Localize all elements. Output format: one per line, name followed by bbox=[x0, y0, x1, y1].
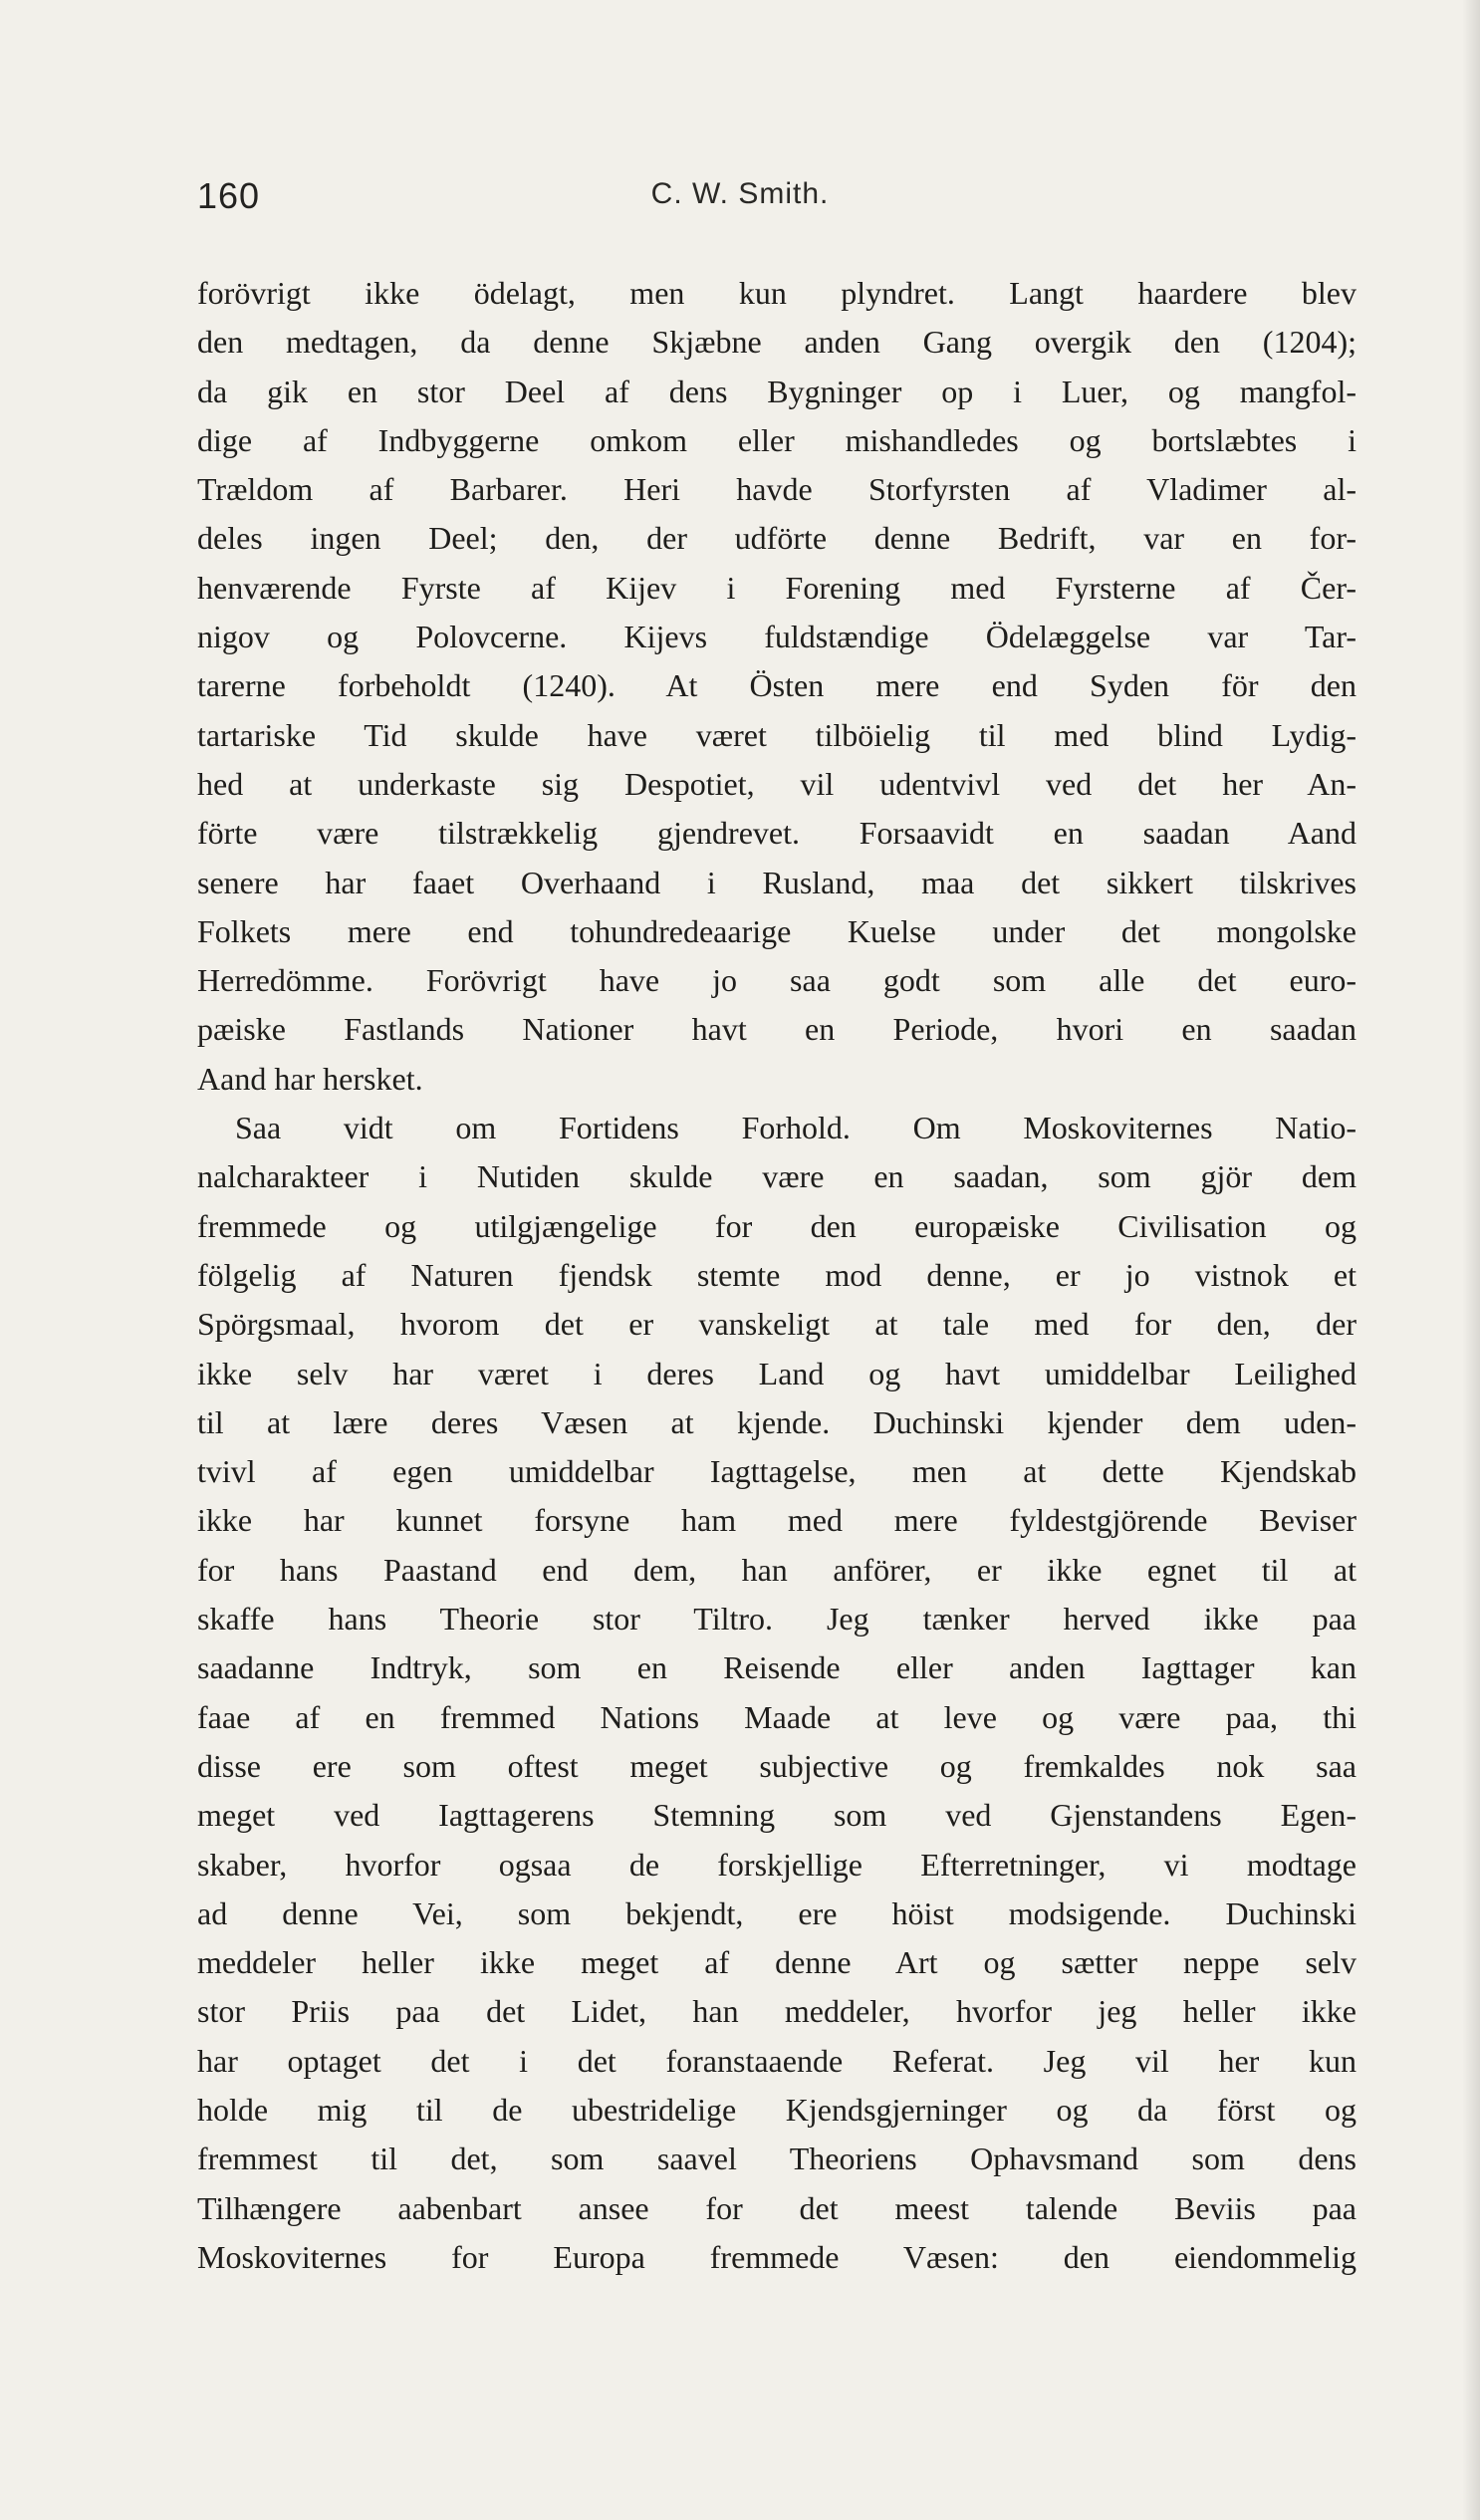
text-line: Moskoviternes for Europa fremmede Væsen: den eiendommelig bbox=[197, 2238, 1357, 2275]
text-line: ad denne Vei, som bekjendt, ere höist modsigende. Duchinski bbox=[197, 1894, 1357, 1931]
text-line: nigov og Polovcerne. Kijevs fuldstændige Ödelæggelse var Tar- bbox=[197, 619, 1357, 655]
text-line: den medtagen, da denne Skjæbne anden Gang overgik den (1204); bbox=[197, 324, 1357, 361]
text-line: Trældom af Barbarer. Heri havde Storfyrsten af Vladimer al- bbox=[197, 471, 1357, 508]
text-line: senere har faaet Overhaand i Rusland, maa det sikkert tilskrives bbox=[197, 864, 1357, 900]
text-line: da gik en stor Deel af dens Bygninger op i Luer, og mangfol- bbox=[197, 373, 1357, 409]
page-number: 160 bbox=[197, 175, 261, 216]
text-line: tartariske Tid skulde have været tilböielig til med blind Lydig- bbox=[197, 716, 1357, 753]
text-line: for hans Paastand end dem, han anförer, er ikke egnet til at bbox=[197, 1551, 1357, 1588]
text-line: skaber, hvorfor ogsaa de forskjellige Efterretninger, vi modtage bbox=[197, 1846, 1357, 1883]
text-line: Herredömme. Forövrigt have jo saa godt som alle det euro- bbox=[197, 962, 1357, 999]
text-line-paragraph-end: Aand har hersket. bbox=[197, 1060, 423, 1097]
text-line: Tilhængere aabenbart ansee for det meest talende Beviis paa bbox=[197, 2189, 1357, 2226]
running-head bbox=[0, 169, 1480, 219]
text-line: saadanne Indtryk, som en Reisende eller anden Iagttager kan bbox=[197, 1649, 1357, 1686]
text-line: förte være tilstrækkelig gjendrevet. Forsaavidt en saadan Aand bbox=[197, 815, 1357, 852]
text-line: fölgelig af Naturen fjendsk stemte mod denne, er jo vistnok et bbox=[197, 1256, 1357, 1293]
text-line: har optaget det i det foranstaaende Referat. Jeg vil her kun bbox=[197, 2042, 1357, 2079]
page-edge-shadow bbox=[1462, 0, 1480, 2520]
body-text bbox=[197, 269, 1357, 2282]
text-line: til at lære deres Væsen at kjende. Duchinski kjender dem uden- bbox=[197, 1403, 1357, 1440]
text-line: dige af Indbyggerne omkom eller mishandledes og bortslæbtes i bbox=[197, 421, 1357, 458]
text-line: holde mig til de ubestridelige Kjendsgjerninger og da först og bbox=[197, 2091, 1357, 2128]
text-line: tvivl af egen umiddelbar Iagttagelse, men at dette Kjendskab bbox=[197, 1453, 1357, 1490]
text-line: forövrigt ikke ödelagt, men kun plyndret. Langt haardere blev bbox=[197, 275, 1357, 311]
text-line: nalcharakteer i Nutiden skulde være en saadan, som gjör dem bbox=[197, 1158, 1357, 1195]
text-line: hed at underkaste sig Despotiet, vil udentvivl ved det her An- bbox=[197, 765, 1357, 802]
text-line: ikke har kunnet forsyne ham med mere fyldestgjörende Beviser bbox=[197, 1502, 1357, 1539]
running-head-author: C. W. Smith. bbox=[650, 177, 830, 210]
text-line: disse ere som oftest meget subjective og fremkaldes nok saa bbox=[197, 1747, 1357, 1784]
text-line: Folkets mere end tohundredeaarige Kuelse under det mongolske bbox=[197, 912, 1357, 949]
text-line-paragraph-start: Saa vidt om Fortidens Forhold. Om Moskoviternes Natio- bbox=[235, 1110, 1357, 1146]
text-line: meddeler heller ikke meget af denne Art og sætter neppe selv bbox=[197, 1944, 1357, 1981]
text-line: faae af en fremmed Nations Maade at leve og være paa, thi bbox=[197, 1698, 1357, 1735]
text-line: fremmest til det, som saavel Theoriens Ophavsmand som dens bbox=[197, 2141, 1357, 2177]
text-line: fremmede og utilgjængelige for den europæiske Civilisation og bbox=[197, 1207, 1357, 1244]
text-line: Spörgsmaal, hvorom det er vanskeligt at tale med for den, der bbox=[197, 1306, 1357, 1343]
text-line: tarerne forbeholdt (1240). At Östen mere end Syden för den bbox=[197, 667, 1357, 704]
text-line: ikke selv har været i deres Land og havt umiddelbar Leilighed bbox=[197, 1355, 1357, 1391]
text-line: meget ved Iagttagerens Stemning som ved Gjenstandens Egen- bbox=[197, 1797, 1357, 1834]
text-line: skaffe hans Theorie stor Tiltro. Jeg tænker herved ikke paa bbox=[197, 1601, 1357, 1638]
text-line: stor Priis paa det Lidet, han meddeler, hvorfor jeg heller ikke bbox=[197, 1993, 1357, 2030]
text-line: pæiske Fastlands Nationer havt en Periode, hvori en saadan bbox=[197, 1011, 1357, 1048]
text-line: henværende Fyrste af Kijev i Forening med Fyrsterne af Čer- bbox=[197, 569, 1357, 606]
text-line: deles ingen Deel; den, der udförte denne Bedrift, var en for- bbox=[197, 520, 1357, 557]
